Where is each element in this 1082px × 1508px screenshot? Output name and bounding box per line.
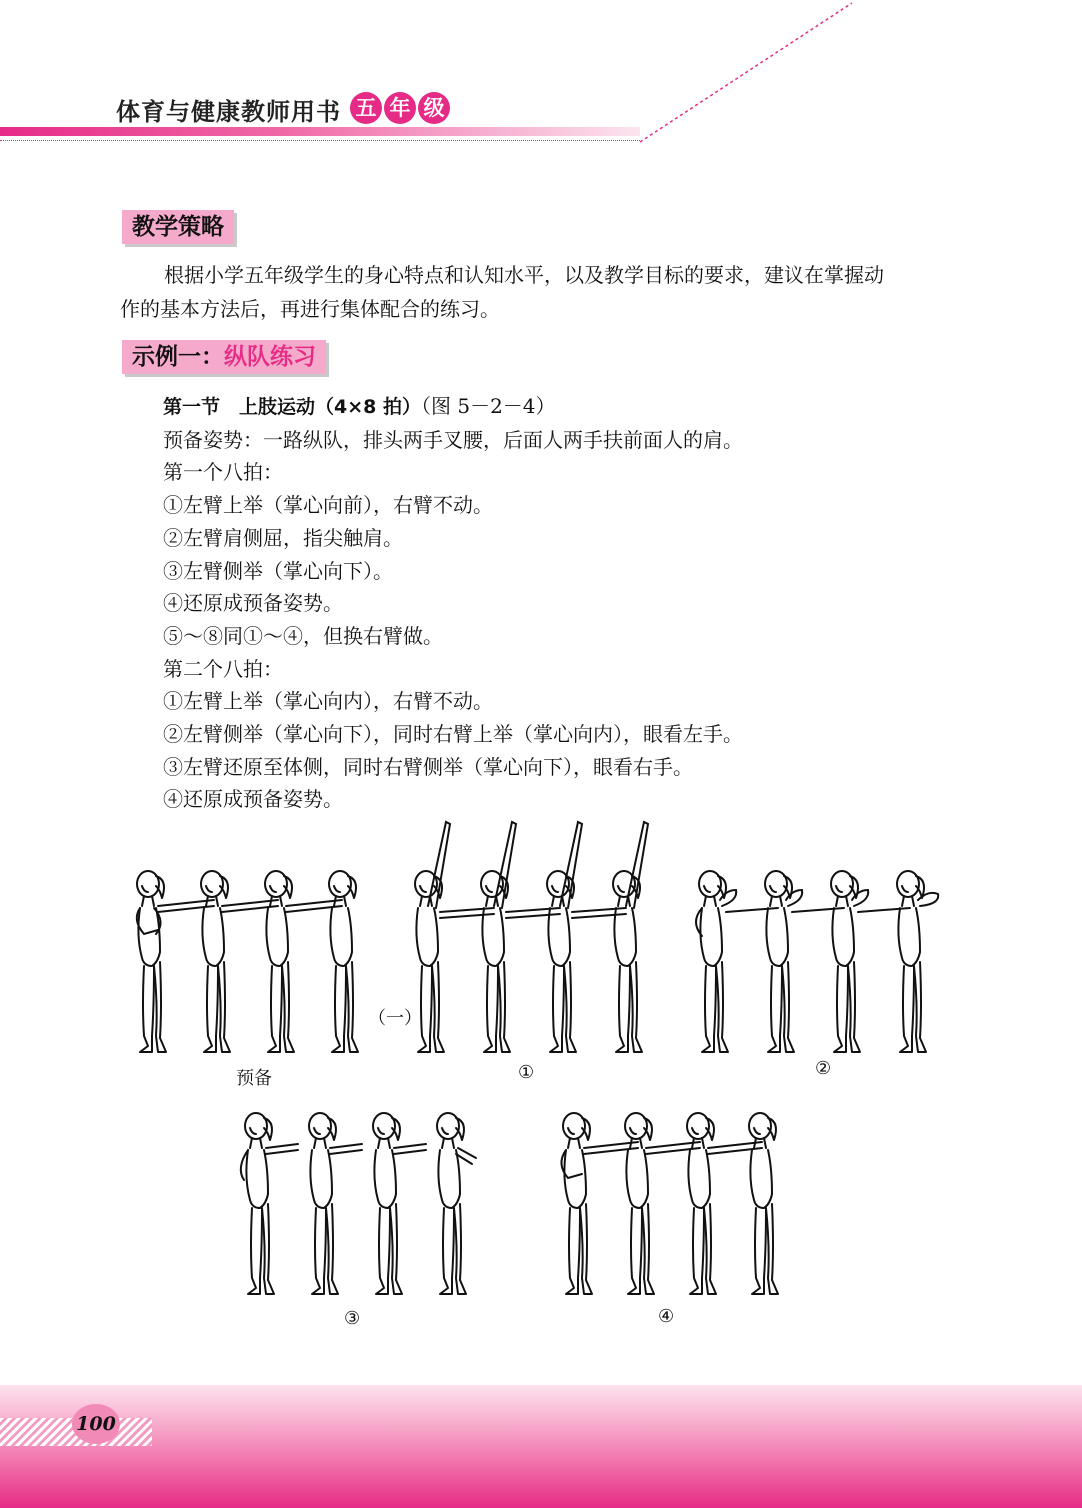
- figure-step-1: [398, 818, 660, 1063]
- section-figure-ref: （图 5－2－4）: [420, 394, 556, 418]
- grade-char-1: 五: [350, 92, 382, 124]
- eight2-step-3: ③左臂还原至体侧，同时右臂侧举（掌心向下），眼看右手。: [163, 754, 693, 779]
- caption-prep: 预备: [236, 1068, 272, 1089]
- grade-badge: [350, 92, 450, 124]
- example-heading-prefix: 示例一：: [132, 344, 224, 370]
- caption-step-1: ①: [518, 1062, 535, 1083]
- book-title: 体育与健康教师用书: [116, 97, 341, 126]
- figure-group-label: （一）: [368, 1008, 422, 1029]
- example-heading: [122, 340, 326, 374]
- eight2-step-1: ①左臂上举（掌心向内），右臂不动。: [163, 689, 493, 714]
- grade-char-2: 年: [384, 92, 416, 124]
- example-heading-title: 纵队练习: [224, 344, 316, 370]
- prep-line: 预备姿势：一路纵队，排头两手叉腰，后面人两手扶前面人的肩。: [163, 427, 743, 452]
- page-footer: [0, 1385, 1082, 1508]
- caption-step-4: ④: [658, 1306, 675, 1327]
- eight1-step-3: ③左臂侧举（掌心向下）。: [163, 558, 393, 583]
- eight1-step-2: ②左臂肩侧屈，指尖触肩。: [163, 525, 403, 550]
- figure-step-3: [228, 1104, 480, 1300]
- figure-step-4: [546, 1104, 786, 1300]
- page-header: [0, 0, 1082, 150]
- eight1-step-4: ④还原成预备姿势。: [163, 591, 343, 616]
- caption-step-2: ②: [815, 1058, 832, 1079]
- header-pink-bar: [0, 127, 640, 136]
- eight2-step-4: ④还原成预备姿势。: [163, 787, 343, 812]
- caption-step-3: ③: [344, 1308, 361, 1329]
- eight2-label: 第二个八拍：: [163, 656, 283, 681]
- figure-step-2: [682, 860, 948, 1060]
- strategy-heading: [122, 210, 234, 244]
- eight1-step-5: ⑤～⑧同①～④，但换右臂做。: [163, 623, 443, 648]
- eight1-label: 第一个八拍：: [163, 460, 283, 485]
- strategy-heading-text: 教学策略: [132, 214, 224, 240]
- grade-char-3: 级: [418, 92, 450, 124]
- strategy-line-2: 作的基本方法后，再进行集体配合的练习。: [120, 297, 500, 321]
- figure-prep: [118, 860, 368, 1060]
- header-diagonal-decoration: [640, 0, 860, 145]
- strategy-line-1: 根据小学五年级学生的身心特点和认知水平，以及教学目标的要求，建议在掌握动: [164, 263, 884, 287]
- section-title-bold: 第一节 上肢运动（4×8 拍）: [163, 396, 421, 418]
- eight2-step-2: ②左臂侧举（掌心向下），同时右臂上举（掌心向内），眼看左手。: [163, 722, 743, 747]
- page-number: 100: [72, 1404, 120, 1444]
- strategy-paragraph: [120, 258, 960, 326]
- eight1-step-1: ①左臂上举（掌心向前），右臂不动。: [163, 493, 493, 518]
- header-dotted-line: [0, 140, 640, 141]
- exercise-description: [163, 390, 963, 816]
- section-title: [163, 390, 963, 424]
